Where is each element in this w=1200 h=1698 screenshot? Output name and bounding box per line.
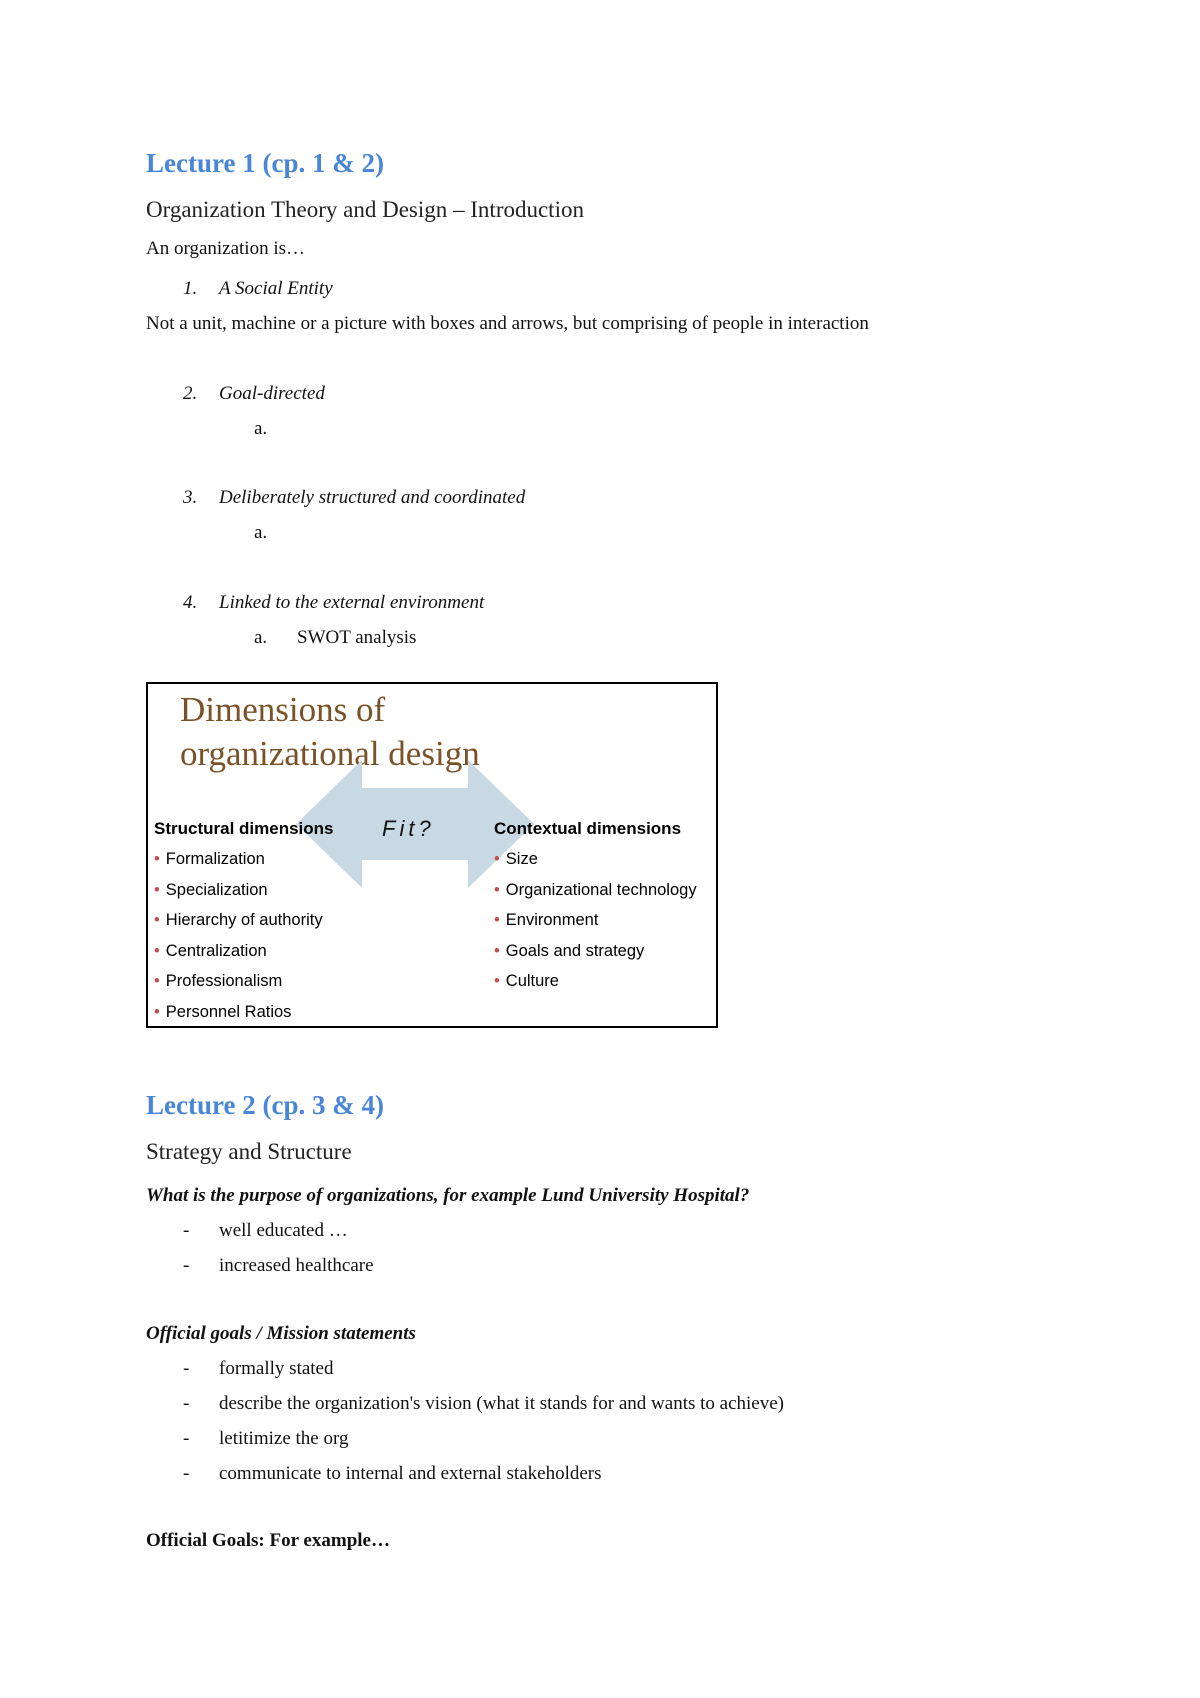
structural-item xyxy=(154,936,323,967)
structural-list xyxy=(154,844,323,1027)
lecture1-heading: Lecture 1 (cp. 1 & 2) xyxy=(146,148,384,178)
structural-item-label: Specialization xyxy=(165,880,268,899)
goals-item: describe the organization's vision (what it stands for and wants to achieve) xyxy=(219,1393,784,1414)
contextual-heading: Contextual dimensions xyxy=(494,819,682,838)
structural-item-label: Centralization xyxy=(165,941,267,960)
item-3-number: 3. xyxy=(183,487,198,508)
structural-heading: Structural dimensions xyxy=(154,819,334,838)
bullet-icon: • xyxy=(494,911,500,929)
bullet-icon: • xyxy=(154,941,160,960)
contextual-item-label: Organizational technology xyxy=(505,880,697,899)
dash-icon: - xyxy=(183,1463,190,1484)
dash-icon: - xyxy=(183,1358,190,1379)
bullet-icon: • xyxy=(154,850,160,868)
item-2-number: 2. xyxy=(183,383,198,404)
figure-title-line1: Dimensions of xyxy=(180,690,386,729)
item-4-number: 4. xyxy=(183,592,198,613)
structural-item xyxy=(154,844,323,875)
item-4-sub-text: SWOT analysis xyxy=(297,627,417,648)
item-4-sub-marker: a. xyxy=(254,627,268,648)
figure-title-line2: organizational design xyxy=(180,734,480,773)
item-3-sub-marker: a. xyxy=(254,522,268,543)
contextual-item xyxy=(494,905,697,936)
contextual-item-label: Goals and strategy xyxy=(505,941,645,960)
item-1-label: A Social Entity xyxy=(219,278,333,299)
bullet-icon: • xyxy=(154,880,160,899)
goals-item: formally stated xyxy=(219,1358,334,1379)
fit-label: Fit? xyxy=(382,816,435,841)
item-3-label: Deliberately structured and coordinated xyxy=(219,487,526,508)
dash-icon: - xyxy=(183,1428,190,1449)
contextual-item xyxy=(494,844,697,875)
purpose-item: well educated … xyxy=(219,1220,348,1241)
contextual-item-label: Size xyxy=(505,850,538,868)
lecture2-subheading: Strategy and Structure xyxy=(146,1139,352,1164)
bullet-icon: • xyxy=(494,941,500,960)
lecture1-intro: An organization is… xyxy=(146,238,306,259)
bullet-icon: • xyxy=(494,850,500,868)
lecture2-heading: Lecture 2 (cp. 3 & 4) xyxy=(146,1090,384,1120)
bullet-icon: • xyxy=(154,1002,160,1021)
dash-icon: - xyxy=(183,1393,190,1414)
item-4-label: Linked to the external environment xyxy=(219,592,485,613)
structural-item-label: Personnel Ratios xyxy=(165,1002,292,1021)
structural-item-label: Formalization xyxy=(165,850,265,868)
entity-note: Not a unit, machine or a picture with boxes and arrows, but comprising of people in interaction xyxy=(146,313,869,334)
bullet-icon: • xyxy=(154,972,160,990)
contextual-item xyxy=(494,936,697,967)
contextual-list xyxy=(494,844,697,997)
item-2-label: Goal-directed xyxy=(219,383,325,404)
structural-item xyxy=(154,966,323,997)
structural-item-label: Professionalism xyxy=(165,972,283,990)
structural-item-label: Hierarchy of authority xyxy=(165,911,323,929)
structural-item xyxy=(154,997,323,1028)
bullet-icon: • xyxy=(494,880,500,899)
example-heading: Official Goals: For example… xyxy=(146,1530,390,1551)
item-2-sub-marker: a. xyxy=(254,418,268,439)
goals-item: communicate to internal and external stakeholders xyxy=(219,1463,602,1484)
item-1-number: 1. xyxy=(183,278,198,299)
goals-item: letitimize the org xyxy=(219,1428,349,1449)
goals-heading: Official goals / Mission statements xyxy=(146,1323,416,1344)
contextual-item xyxy=(494,966,697,997)
contextual-item-label: Culture xyxy=(505,972,559,990)
contextual-item xyxy=(494,875,697,906)
dimensions-figure xyxy=(146,682,718,1028)
dash-icon: - xyxy=(183,1255,190,1276)
structural-item xyxy=(154,905,323,936)
contextual-item-label: Environment xyxy=(505,911,599,929)
bullet-icon: • xyxy=(154,911,160,929)
dash-icon: - xyxy=(183,1220,190,1241)
bullet-icon: • xyxy=(494,972,500,990)
structural-item xyxy=(154,875,323,906)
lecture1-subheading: Organization Theory and Design – Introduction xyxy=(146,197,584,222)
purpose-question: What is the purpose of organizations, for example Lund University Hospital? xyxy=(146,1185,750,1206)
purpose-item: increased healthcare xyxy=(219,1255,374,1276)
